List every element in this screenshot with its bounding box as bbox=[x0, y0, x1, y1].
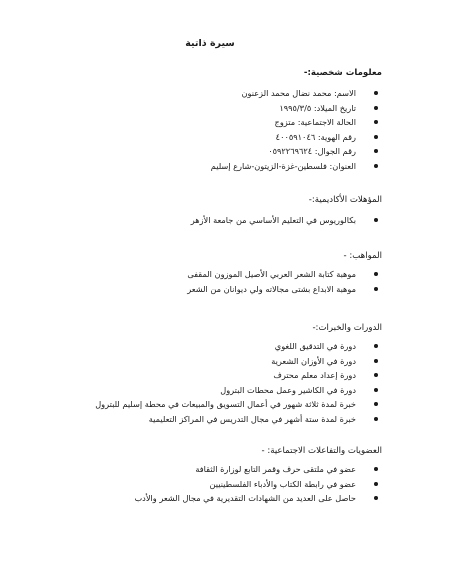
list-item: العنوان: فلسطين-غزة-الزيتون-شارع إسليم bbox=[211, 159, 382, 174]
list-academic bbox=[191, 213, 382, 228]
bullet-icon bbox=[374, 402, 378, 406]
list-item: عضو في رابطة الكتاب والأدباء الفلسطينيين bbox=[134, 477, 382, 492]
bullet-icon bbox=[374, 482, 378, 486]
bullet-icon bbox=[374, 467, 378, 471]
bullet-icon bbox=[374, 272, 378, 276]
list-item: تاريخ الميلاد: ١٩٩٥/٣/٥ bbox=[211, 101, 382, 116]
list-item: الحالة الاجتماعية: متزوج bbox=[211, 115, 382, 130]
list-item: رقم الهوية: ٤٠٠٥٩١٠٤٦ bbox=[211, 130, 382, 145]
list-item: رقم الجوال: ٠٥٩٢٢٦٩٦٢٤ bbox=[211, 144, 382, 159]
section-heading-personal: معلومات شخصية:- bbox=[303, 68, 382, 78]
list-item: موهبة الابداع بشتى مجالاته ولي ديوانان من الشعر bbox=[187, 282, 382, 297]
bullet-icon bbox=[374, 106, 378, 110]
list-item: خبرة لمدة ستة أشهر في مجال التدريس في المراكز التعليمية bbox=[95, 412, 382, 427]
list-item: حاصل على العديد من الشهادات التقديرية في مجال الشعر والأدب bbox=[134, 491, 382, 506]
list-item: موهبة كتابة الشعر العربي الأصيل الموزون المقفى bbox=[187, 267, 382, 282]
list-talents bbox=[187, 267, 382, 296]
bullet-icon bbox=[374, 120, 378, 124]
section-heading-memberships: العضويات والتفاعلات الاجتماعية: - bbox=[261, 446, 382, 456]
list-item: عضو في ملتقى حرف وقمر التابع لوزارة الثقافة bbox=[134, 462, 382, 477]
list-item: دورة في الكاشير وعمل محطات البترول bbox=[95, 383, 382, 398]
section-heading-talents: المواهب: - bbox=[343, 251, 382, 261]
bullet-icon bbox=[374, 218, 378, 222]
list-item: بكالوريوس في التعليم الأساسي من جامعة الأزهر bbox=[191, 213, 382, 228]
bullet-icon bbox=[374, 91, 378, 95]
bullet-icon bbox=[374, 164, 378, 168]
bullet-icon bbox=[374, 496, 378, 500]
list-courses bbox=[95, 339, 382, 426]
list-item: خبرة لمدة ثلاثة شهور في أعمال التسويق والمبيعات في محطة إسليم للبترول bbox=[95, 397, 382, 412]
bullet-icon bbox=[374, 388, 378, 392]
section-heading-courses: الدورات والخبرات:- bbox=[312, 323, 382, 333]
bullet-icon bbox=[374, 287, 378, 291]
document-title: سيرة ذاتية bbox=[185, 38, 235, 49]
list-personal bbox=[211, 86, 382, 173]
section-heading-academic: المؤهلات الأكاديمية:- bbox=[308, 195, 382, 205]
bullet-icon bbox=[374, 344, 378, 348]
list-item: دورة في الأوزان الشعرية bbox=[95, 354, 382, 369]
bullet-icon bbox=[374, 149, 378, 153]
list-item: الاسم: محمد نضال محمد الزعنون bbox=[211, 86, 382, 101]
bullet-icon bbox=[374, 373, 378, 377]
list-item: دورة في التدقيق اللغوي bbox=[95, 339, 382, 354]
bullet-icon bbox=[374, 359, 378, 363]
bullet-icon bbox=[374, 417, 378, 421]
bullet-icon bbox=[374, 135, 378, 139]
list-memberships bbox=[134, 462, 382, 506]
list-item: دورة إعداد معلم محترف bbox=[95, 368, 382, 383]
